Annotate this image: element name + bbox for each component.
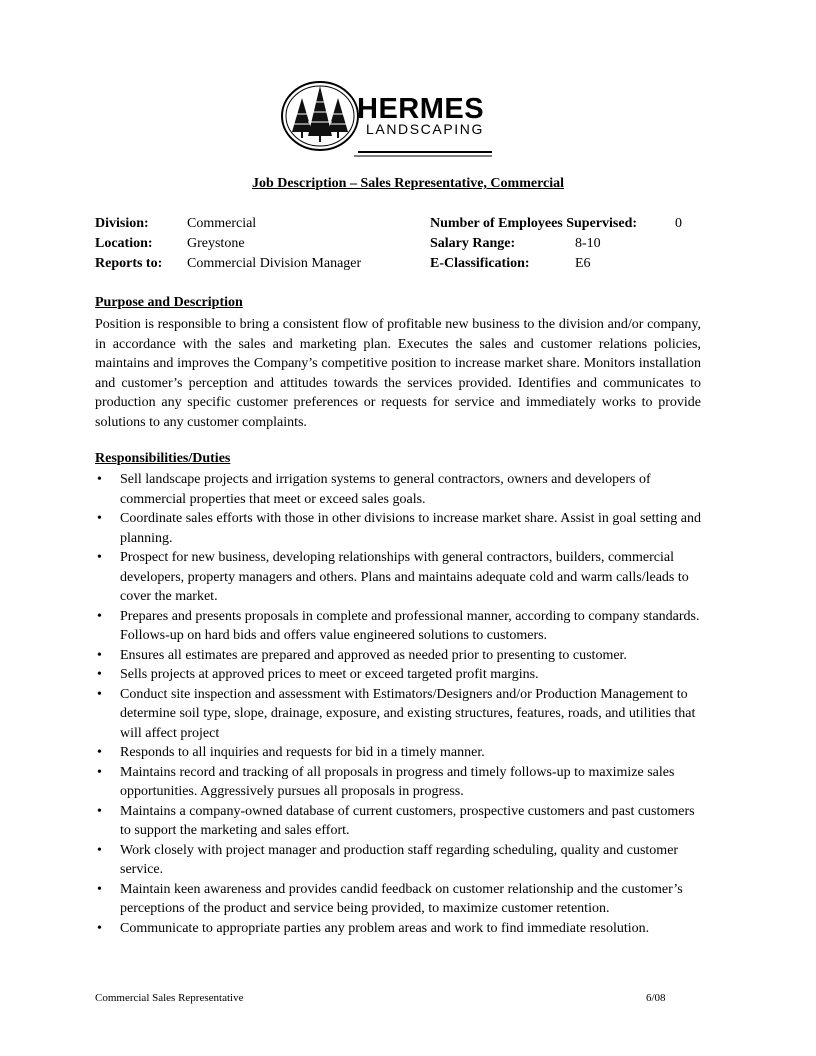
list-item-text: Sell landscape projects and irrigation systems to general contractors, owners and developers of commercial properties that meet or exceed sales goals. — [120, 472, 651, 507]
location-label: Location: — [95, 236, 153, 251]
list-item — [95, 509, 707, 548]
list-item — [95, 743, 707, 763]
list-item-text: Maintain keen awareness and provides candid feedback on customer relationship and the customer’s perceptions of the product and service being provided, to maximize customer retention. — [120, 881, 683, 916]
employees-row — [430, 214, 682, 234]
list-item-text: Work closely with project manager and production staff regarding scheduling, quality and customer service. — [120, 842, 679, 877]
list-item — [95, 470, 707, 509]
employees-label: Number of Employees Supervised: — [430, 216, 638, 231]
purpose-heading: Purpose and Description — [95, 295, 243, 310]
responsibilities-list — [95, 470, 707, 938]
employees-value: 0 — [675, 216, 682, 231]
bullet-icon: • — [97, 881, 102, 897]
bullet-icon: • — [97, 550, 102, 565]
list-item — [95, 548, 707, 607]
reports-value: Commercial Division Manager — [187, 256, 362, 271]
bullet-icon: • — [97, 647, 102, 663]
list-item — [95, 802, 707, 841]
list-item — [95, 607, 707, 646]
list-item-text: Conduct site inspection and assessment with Estimators/Designers and/or Production Management to determine soil type, slope, drainage, exposure, and existing structures, features, roads, and utilities that will affect project — [120, 686, 696, 741]
bullet-icon: • — [97, 608, 102, 624]
bullet-icon: • — [97, 686, 102, 702]
list-item-text: Maintains record and tracking of all proposals in progress and timely follows-up to maximize sales opportunities. Aggressively pursues all proposals in progress. — [120, 764, 675, 799]
logo-name: HERMES — [357, 93, 485, 125]
eclass-row — [430, 254, 682, 274]
list-item-text: Sells projects at approved prices to meet or exceed targeted profit margins. — [120, 667, 539, 682]
job-info-left — [95, 214, 361, 274]
list-item — [95, 919, 707, 939]
eclass-label: E-Classification: — [430, 256, 530, 271]
bullet-icon: • — [97, 472, 102, 487]
bullet-icon: • — [97, 511, 102, 526]
list-item-text: Prospect for new business, developing relationships with general contractors, builders, commercial developers, property managers and others. Plans and maintains adequate cold and warm calls/leads to cover the market. — [120, 550, 689, 604]
purpose-text: Position is responsible to bring a consistent flow of profitable new business to the division and/or company, in accordance with the sales and marketing plan. Executes the sales and customer relations policies, maintains and improves the Company’s competitive position to increase market share. Monitors installation and customer’s perception and attitudes towards the services provided. Identifies and communicates to production any specific customer preferences or requests for service and immediately works to provide solutions to any customer complaints. — [95, 317, 701, 430]
list-item-text: Responds to all inquiries and requests for bid in a timely manner. — [120, 745, 485, 760]
footer-document-name: Commercial Sales Representative — [95, 992, 244, 1004]
list-item — [95, 763, 707, 802]
salary-row — [430, 234, 682, 254]
eclass-value: E6 — [575, 256, 591, 271]
reports-row — [95, 254, 361, 274]
bullet-icon: • — [97, 667, 102, 682]
bullet-icon: • — [97, 803, 102, 819]
company-logo — [280, 80, 495, 158]
list-item-text: Maintains a company-owned database of current customers, prospective customers and past customers to support the marketing and sales effort. — [120, 803, 695, 838]
list-item — [95, 685, 707, 744]
job-info-right — [430, 214, 682, 274]
bullet-icon: • — [97, 920, 102, 936]
division-label: Division: — [95, 216, 149, 231]
list-item-text: Prepares and presents proposals in complete and professional manner, according to company standards. Follows-up on hard bids and offers value engineered solutions to customers. — [120, 608, 700, 643]
salary-label: Salary Range: — [430, 236, 516, 251]
location-row — [95, 234, 361, 254]
list-item — [95, 880, 707, 919]
responsibilities-heading: Responsibilities/Duties — [95, 451, 231, 466]
reports-label: Reports to: — [95, 256, 163, 271]
list-item-text: Coordinate sales efforts with those in other divisions to increase market share. Assist in goal setting and planning. — [120, 511, 702, 546]
list-item — [95, 665, 707, 685]
salary-value: 8-10 — [575, 236, 601, 251]
list-item-text: Ensures all estimates are prepared and approved as needed prior to presenting to customer. — [120, 647, 627, 663]
list-item-text: Communicate to appropriate parties any problem areas and work to find immediate resolution. — [120, 920, 650, 936]
bullet-icon: • — [97, 745, 102, 760]
location-value: Greystone — [187, 236, 245, 251]
logo-subtitle: LANDSCAPING — [366, 121, 484, 137]
division-value: Commercial — [187, 216, 257, 231]
page-title: Job Description – Sales Representative, Commercial — [251, 176, 565, 191]
bullet-icon: • — [97, 764, 102, 780]
list-item — [95, 841, 707, 880]
list-item — [95, 646, 707, 666]
footer-date: 6/08 — [646, 992, 666, 1004]
bullet-icon: • — [97, 842, 102, 858]
division-row — [95, 214, 361, 234]
